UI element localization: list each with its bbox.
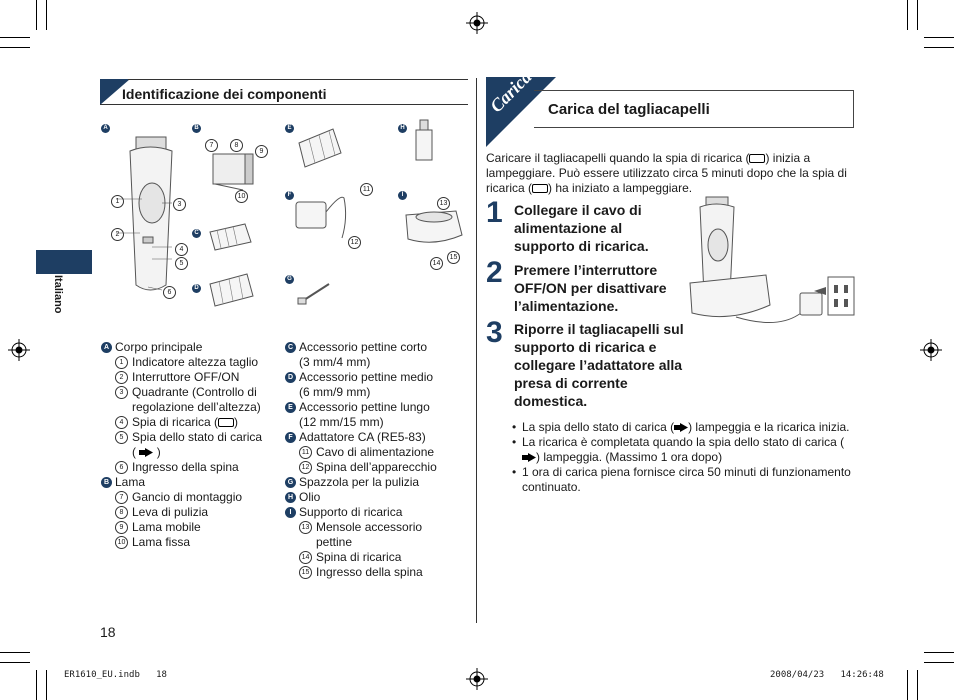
plug-icon <box>522 453 536 462</box>
callout-number: 4 <box>175 243 188 256</box>
callout-number: 14 <box>430 257 443 270</box>
legend-column-1: A Corpo principale 1 Indicatore altezza taglio 2 Interruttore OFF/ON 3 Quadrante (Controllo di regolazione dell’altezza) 4 Spia di ricarica ( ) 5 Spia dello stato di carica ( ) 6 Ingresso della spina B Lama 7 Gancio di montaggio 8 Leva di pulizia 9 Lama mobile 10 Lama fissa <box>101 340 281 550</box>
section-title: Carica del tagliacapelli <box>548 101 710 118</box>
callout-number: 2 <box>111 228 124 241</box>
callout-number: 6 <box>163 286 176 299</box>
intro-paragraph: Caricare il tagliacapelli quando la spia di ricarica ( ) inizia a lampeggiare. Può essere utilizzato circa 5 minuti dopo che la spia di ricarica ( ) ha iniziato a lampeggiare. <box>486 151 847 195</box>
registration-mark-icon <box>466 668 488 690</box>
figure-label-d: D <box>192 284 201 293</box>
battery-icon <box>532 184 548 193</box>
figure-label-e: E <box>285 124 294 133</box>
callout-number: 12 <box>348 236 361 249</box>
crop-mark <box>0 47 30 48</box>
crop-mark <box>924 37 954 38</box>
language-tab <box>36 250 92 274</box>
charging-illustration <box>686 195 858 335</box>
step-number: 2 <box>486 256 503 289</box>
corner-label: Carica <box>486 66 536 117</box>
ac-adaptor-illustration <box>292 188 362 243</box>
legend-column-2: C Accessorio pettine corto (3 mm/4 mm) D Accessorio pettine medio (6 mm/9 mm) E Accessorio pettine lungo (12 mm/15 mm) F Adattatore CA (RE5-83) 11 Cavo di alimentazione 12 Spina dell’apparecchio G Spazzola per la pulizia H Olio I Supporto di ricarica 13 Mensole accessorio pettine 14 Spina di ricarica 15 Ingresso della spina <box>285 340 470 580</box>
figure-label-h: H <box>398 124 407 133</box>
registration-mark-icon <box>920 339 942 361</box>
comb-short-illustration <box>205 222 255 252</box>
crop-mark <box>924 662 954 663</box>
figure-label-a: A <box>101 124 110 133</box>
crop-mark <box>0 652 30 653</box>
plug-icon <box>139 448 153 457</box>
page-number: 18 <box>100 624 116 640</box>
registration-mark-icon <box>466 12 488 34</box>
crop-mark <box>907 670 908 700</box>
step-text: Riporre il tagliacapelli sul supporto di ricarica e collegare l’adattatore alla presa di corrente domestica. <box>514 321 684 409</box>
callout-number: 5 <box>175 257 188 270</box>
step-text: Premere l’interruttore OFF/ON per disattivare l’alimentazione. <box>514 262 667 314</box>
language-label: Italiano <box>52 275 64 314</box>
figure-label-f: F <box>285 191 294 200</box>
comb-long-illustration <box>295 125 345 170</box>
crop-mark <box>46 670 47 700</box>
callout-number: 10 <box>235 190 248 203</box>
oil-illustration <box>412 118 436 163</box>
crop-mark <box>36 0 37 30</box>
figure-label-c: C <box>192 229 201 238</box>
callout-number: 7 <box>205 139 218 152</box>
callout-number: 9 <box>255 145 268 158</box>
crop-mark <box>907 0 908 30</box>
charging-stand-illustration <box>400 195 470 250</box>
section-title: Identificazione dei componenti <box>122 86 327 102</box>
battery-icon <box>749 154 765 163</box>
callout-number: 1 <box>111 195 124 208</box>
crop-mark <box>36 670 37 700</box>
crop-mark <box>924 652 954 653</box>
step-number: 1 <box>486 196 503 229</box>
notes-list: • La spia dello stato di carica ( ) lampeggia e la ricarica inizia. • La ricarica è completata quando la spia dello stato di carica () lampeggia. (Massimo 1 ora dopo) • 1 ora di carica piena fornisce circa 50 minuti di funzionamento continuato. <box>512 420 851 494</box>
crop-mark <box>46 0 47 30</box>
callout-number: 15 <box>447 251 460 264</box>
callout-number: 8 <box>230 139 243 152</box>
divider <box>476 78 477 623</box>
callout-number: 11 <box>360 183 373 196</box>
figure-label-g: G <box>285 275 294 284</box>
brush-illustration <box>295 278 335 308</box>
callout-number: 13 <box>437 197 450 210</box>
comb-medium-illustration <box>205 270 257 310</box>
main-body-illustration <box>110 135 190 300</box>
step-text: Collegare il cavo di alimentazione al supporto di ricarica. <box>514 202 649 254</box>
crop-mark <box>917 670 918 700</box>
callout-number: 3 <box>173 198 186 211</box>
battery-icon <box>218 418 234 427</box>
step-number: 3 <box>486 316 503 349</box>
figure-label-i: I <box>398 191 407 200</box>
footer-date: 2008/04/23 14:26:48 <box>770 670 884 680</box>
plug-icon <box>674 423 688 432</box>
crop-mark <box>0 37 30 38</box>
registration-mark-icon <box>8 339 30 361</box>
crop-mark <box>0 662 30 663</box>
figure-label-b: B <box>192 124 201 133</box>
crop-mark <box>917 0 918 30</box>
crop-mark <box>924 47 954 48</box>
footer-file: ER1610_EU.indb 18 <box>64 670 167 680</box>
